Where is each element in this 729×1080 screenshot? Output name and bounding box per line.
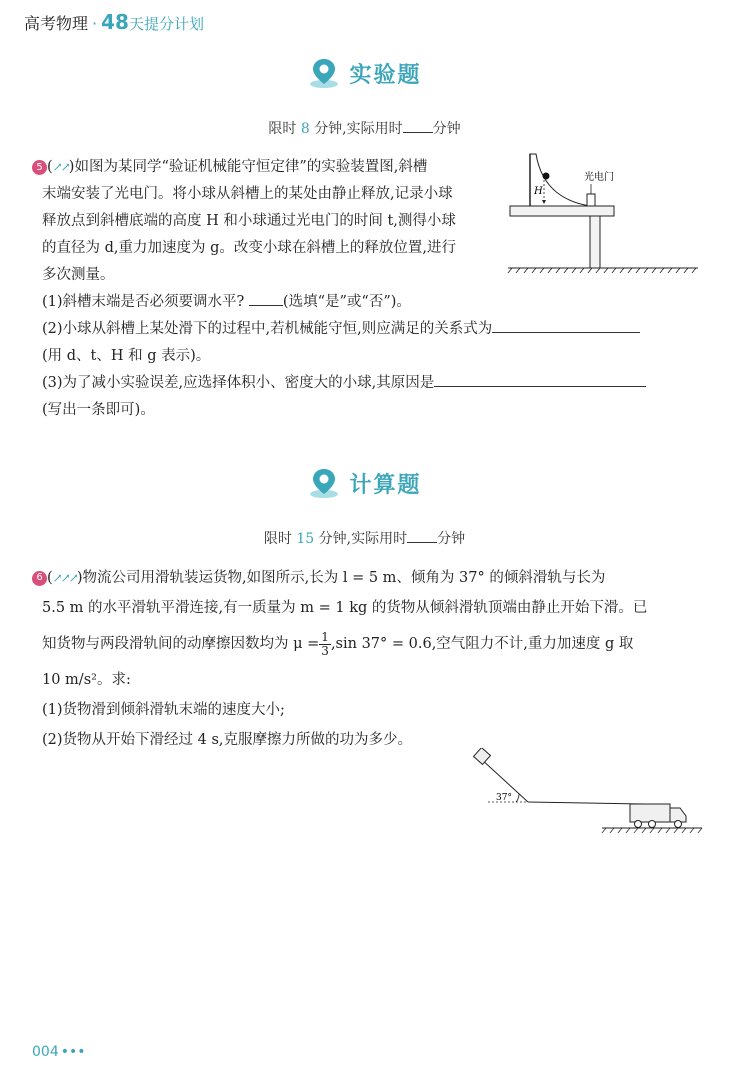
q5-sub1-blank[interactable] — [249, 291, 283, 306]
question-number-badge: 6 — [32, 571, 47, 586]
header-dot: · — [92, 14, 98, 33]
timer-prefix: 限时 — [268, 121, 297, 137]
question-5-subparts — [42, 289, 702, 424]
q6-line-3b: ,sin 37° = 0.6,空气阻力不计,重力加速度 g 取 — [330, 636, 634, 652]
timer-minutes: 15 — [296, 531, 315, 547]
section-title-text: 计算题 — [349, 472, 422, 498]
q6-slide-rail-figure — [466, 748, 706, 836]
q5-sub3-blank[interactable] — [434, 372, 646, 387]
question-number-badge: 5 — [32, 160, 47, 175]
q5-sub1-tail: (选填“是”或“否”)。 — [282, 294, 411, 310]
question-6-text — [32, 563, 707, 755]
q5-sub2: (2)小球从斜槽上某处滑下的过程中,若机械能守恒,则应满足的关系式为 — [42, 321, 493, 337]
timer-line-2 — [0, 528, 729, 548]
fig-label-photogate: 光电门 — [584, 172, 614, 183]
page-number: 004 — [32, 1044, 59, 1060]
q6-line-4: 10 m/s²。求: — [42, 672, 131, 688]
section-title-experiment — [0, 56, 729, 94]
q6-line-3a: 知货物与两段滑轨间的动摩擦因数均为 μ = — [42, 636, 320, 652]
q6-line-2: 5.5 m 的水平滑轨平滑连接,有一质量为 m = 1 kg 的货物从倾斜滑轨顶端由静止开始下滑。已 — [42, 600, 648, 616]
timer-end: 分钟 — [432, 121, 461, 137]
timer-prefix: 限时 — [263, 531, 292, 547]
timer-blank[interactable] — [403, 120, 433, 133]
q5-line-5: 多次测量。 — [42, 267, 115, 283]
q5-apparatus-figure — [506, 150, 702, 275]
page-footer — [32, 1044, 86, 1060]
header-subtitle: 天提分计划 — [128, 15, 204, 33]
header-number: 48 — [101, 10, 129, 34]
q5-line-4: 的直径为 d,重力加速度为 g。改变小球在斜槽上的释放位置,进行 — [42, 240, 456, 256]
timer-end: 分钟 — [437, 531, 466, 547]
timer-line-1 — [0, 118, 729, 138]
location-pin-icon — [307, 56, 341, 90]
fig-label-h: H — [534, 186, 543, 197]
q5-line-1: 如图为某同学“验证机械能守恒定律”的实验装置图,斜槽 — [74, 159, 428, 175]
timer-blank[interactable] — [407, 530, 437, 543]
q5-sub2-tail: (用 d、t、H 和 g 表示)。 — [42, 348, 211, 364]
timer-minutes: 8 — [300, 121, 310, 137]
q6-sub1: (1)货物滑到倾斜滑轨末端的速度大小; — [42, 702, 285, 718]
section-title-text: 实验题 — [349, 62, 422, 88]
timer-suffix: 分钟,实际用时 — [314, 121, 403, 137]
section-title-calculation — [0, 466, 729, 504]
q6-sub2: (2)货物从开始下滑经过 4 s,克服摩擦力所做的功为多少。 — [42, 732, 413, 748]
q5-sub3: (3)为了减小实验误差,应选择体积小、密度大的小球,其原因是 — [42, 375, 435, 391]
footer-dots: ••• — [60, 1044, 86, 1060]
question-5-text — [32, 154, 502, 289]
q6-line-1: 物流公司用滑轨装运货物,如图所示,长为 l = 5 m、倾角为 37° 的倾斜滑轨与长为 — [82, 570, 606, 586]
running-header — [24, 10, 204, 34]
location-pin-icon — [307, 466, 341, 500]
mu-fraction: $\frac{1}{3}$ — [321, 629, 329, 658]
timer-suffix: 分钟,实际用时 — [318, 531, 408, 547]
header-book-title: 高考物理 — [24, 14, 89, 33]
q5-line-2: 末端安装了光电门。将小球从斜槽上的某处由静止释放,记录小球 — [42, 186, 453, 202]
q5-sub1: (1)斜槽末端是否必须要调水平? — [42, 294, 245, 310]
fig-angle-label: 37° — [496, 793, 512, 803]
q5-sub2-blank[interactable] — [492, 318, 640, 333]
difficulty-arrows: (↗↗) — [47, 159, 75, 175]
q5-sub3-tail: (写出一条即可)。 — [42, 402, 155, 418]
difficulty-arrows: (↗↗↗) — [47, 570, 83, 586]
q5-line-3: 释放点到斜槽底端的高度 H 和小球通过光电门的时间 t,测得小球 — [42, 213, 456, 229]
